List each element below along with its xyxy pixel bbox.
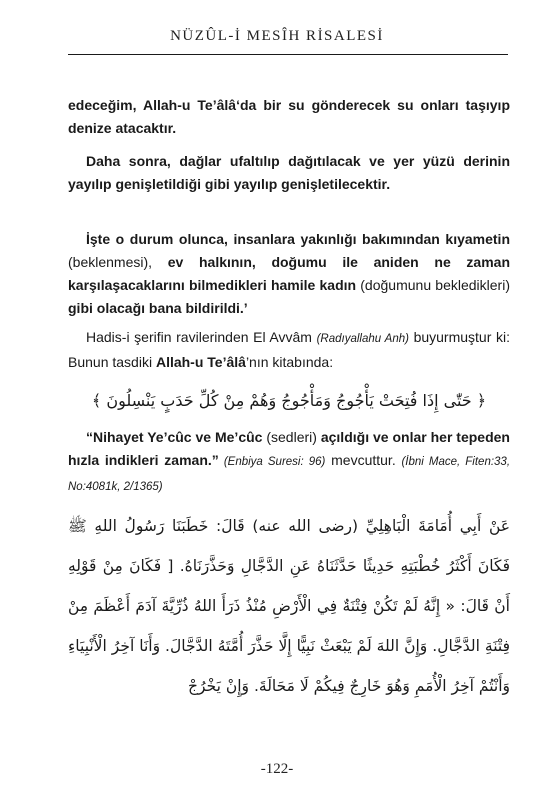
paragraph-3-normal-1: (beklenmesi), xyxy=(68,254,168,270)
running-header: NÜZÛL-İ MESÎH RİSALESİ xyxy=(170,28,384,44)
paragraph-3-bold-3: gibi olacağı bana bildirildi.’ xyxy=(68,300,248,316)
header-rule xyxy=(68,54,508,55)
paragraph-5-bold-1: “Nihayet Ye’cûc ve Me’cûc xyxy=(86,429,263,445)
paragraph-5-text-1: mevcuttur. xyxy=(325,452,402,468)
paragraph-4 xyxy=(68,326,510,374)
paragraph-4-text-1: Hadis-i şerifin ravilerinden El Avvâm xyxy=(86,329,317,345)
paragraph-4-text-3: ’nın kitabında: xyxy=(245,354,334,370)
quran-verse: ﴿ حَتّٰى إِذَا فُتِحَتْ يَأْجُوجُ وَمَأْجُوجُ وَهُمْ مِنْ كُلِّ حَدَبٍ يَنْسِلُونَ ﴾ xyxy=(91,391,487,410)
paragraph-5-bold-2: açıldığı ve onlar her tepeden hızla indikleri zaman.” xyxy=(68,429,510,468)
paragraph-4-italic: (Radıyallahu Anh) xyxy=(316,333,409,345)
paragraph-5 xyxy=(68,426,510,499)
paragraph-1 xyxy=(68,94,510,140)
paragraph-2 xyxy=(68,150,510,196)
arabic-hadith-text: عَنْ أَبِي أُمَامَةَ الْبَاهِلِيِّ (رضى الله عنه) قَالَ: خَطَبَنَا رَسُولُ اللهِ ﷺ فَكَانَ أَكْثَرُ خُطْبَتِهِ حَدِيثًا حَدَّثَنَاهُ عَنِ الدَّجَّالِ وَحَذَّرَنَاهُ. [ فَكَانَ مِنْ قَوْلِهِ أَنْ قَالَ: « إِنَّهُ لَمْ تَكُنْ فِتْنَةٌ فِي الْأَرْضِ مُنْذُ ذَرَأَ اللهُ ذُرِّيَّةَ آدَمَ أَعْظَمَ مِنْ فِتْنَةِ الدَّجَّالِ. وَإِنَّ اللهَ لَمْ يَبْعَثْ نَبِيًّا إِلَّا حَذَّرَ أُمَّتَهُ الدَّجَّالَ. وَأَنَا آخِرُ الْأَنْبِيَاءِ وَأَنْتُمْ آخِرُ الْأُمَمِ وَهُوَ خَارِجٌ فِيكُمْ لَا مَحَالَةَ. وَإِنْ يَخْرُجْ xyxy=(68,517,510,695)
paragraph-4-bold: Allah-u Te’âlâ xyxy=(155,354,246,370)
paragraph-4-text-2: buyurmuştur ki: Bunun tasdiki xyxy=(68,329,510,370)
page-number: -122- xyxy=(260,761,294,777)
paragraph-5-italic-2: (İbni Mace, Fiten:33, No:4081k, 2/1365) xyxy=(68,456,511,493)
paragraph-3 xyxy=(68,228,510,320)
paragraph-3-normal-2: (doğumunu bekledikleri) xyxy=(356,277,510,293)
paragraph-3-bold-2: ev halkının, doğumu ile aniden ne zaman karşılaşacaklarını bilmedikleri hamile kadın xyxy=(68,254,510,293)
paragraph-1-text: edeceğim, Allah-u Te’âlâ‘da bir su gönderecek su onları taşıyıp denize atacaktır. xyxy=(68,97,510,136)
paragraph-2-text: Daha sonra, dağlar ufaltılıp dağıtılacak ve yer yüzü derinin yayılıp genişletildiği gibi yayılıp genişletilecektir. xyxy=(68,153,510,192)
paragraph-3-bold-1: İşte o durum olunca, insanlara yakınlığı bakımından kıyametin xyxy=(86,231,510,247)
paragraph-5-normal-1: (sedleri) xyxy=(262,429,321,445)
paragraph-5-italic-1: (Enbiya Suresi: 96) xyxy=(218,456,326,468)
